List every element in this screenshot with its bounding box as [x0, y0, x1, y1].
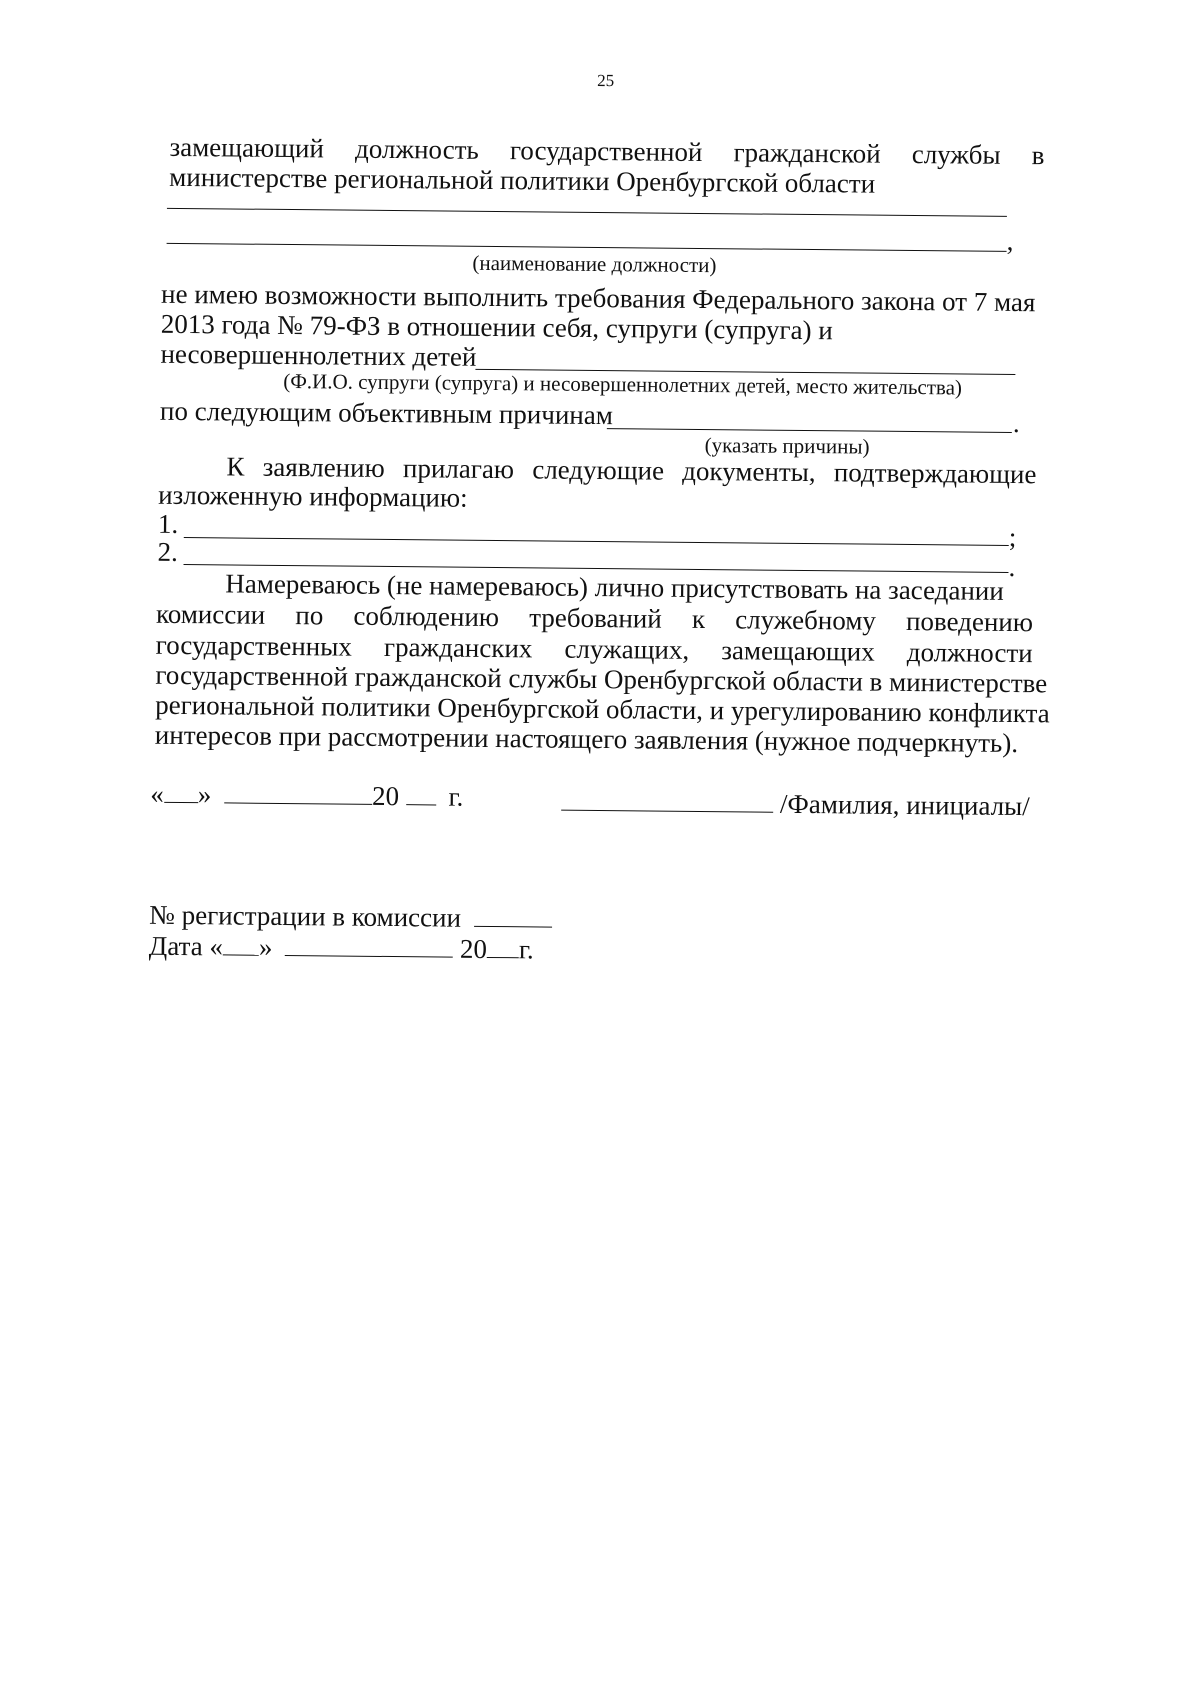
statement-line-1: не имею возможности выполнить требования Федерального закона от 7 мая — [160, 278, 1036, 318]
intro-word: должность — [354, 133, 479, 165]
attachments-word: К — [226, 451, 245, 482]
attendance-word: гражданских — [383, 631, 533, 664]
statement-line-3: несовершеннолетних детей — [160, 338, 477, 372]
month-blank — [224, 778, 372, 804]
year-suffix: г. — [448, 781, 464, 812]
attachment-item-1-end: ; — [1008, 521, 1017, 553]
attendance-line-4: государственной гражданской службы Оренбургской области в министерстве — [155, 659, 1048, 699]
attendance-word: по — [295, 600, 324, 631]
intro-word: государственной — [509, 135, 703, 167]
attendance-word: соблюдению — [353, 600, 500, 633]
name-label: /Фамилия, инициалы/ — [779, 788, 1030, 822]
attendance-word: замещающих — [721, 635, 875, 667]
registration-year-prefix: 20 — [459, 933, 488, 964]
attendance-word: комиссии — [155, 598, 266, 630]
date-close-quote: » — [197, 779, 212, 810]
signature-blank — [561, 786, 773, 813]
registration-year-suffix: г. — [518, 934, 534, 965]
registration-number-blank — [474, 902, 552, 928]
attendance-word: должности — [906, 636, 1033, 669]
registration-year-blank — [487, 933, 519, 958]
registration-date-close: » — [258, 931, 273, 962]
statement-line-2: 2013 года № 79-ФЗ в отношении себя, супруги (супруга) и — [160, 308, 833, 346]
attachments-word: следующие — [532, 454, 665, 486]
attachment-item-1-number: 1. — [157, 508, 179, 539]
attachments-word: заявлению — [262, 451, 385, 483]
registration-date-label: Дата « — [148, 930, 224, 962]
page-number: 25 — [597, 70, 615, 91]
attachment-item-2-number: 2. — [157, 536, 179, 567]
position-caption: (наименование должности) — [472, 250, 717, 278]
registration-number — [149, 899, 552, 934]
registration-day-blank — [223, 930, 259, 955]
attachments-word: подтверждающие — [833, 457, 1037, 490]
attendance-word: служебному — [735, 604, 877, 636]
attendance-word: поведению — [905, 605, 1034, 638]
year-prefix: 20 — [371, 780, 400, 812]
attachments-word: прилагаю — [402, 453, 515, 485]
family-caption: (Ф.И.О. супруги (супруга) и несовершеннолетних детей, место жительства) — [283, 368, 963, 400]
intro-line-2: министерстве региональной политики Оренбургской области — [169, 161, 876, 199]
reasons-blank-line — [607, 428, 1012, 433]
attendance-word: к — [691, 603, 706, 635]
registration-month-blank — [285, 931, 453, 958]
intro-word: замещающий — [169, 131, 325, 164]
year-blank — [406, 780, 436, 805]
registration-date — [149, 930, 534, 965]
reasons-end-period: . — [1012, 407, 1020, 439]
intro-word: гражданской — [733, 137, 881, 169]
date-open-quote: « — [150, 778, 164, 809]
signature-date — [150, 778, 463, 812]
position-blank-line-2 — [167, 243, 1007, 252]
attendance-line-6: интересов при рассмотрении настоящего заявления (нужное подчеркнуть). — [154, 719, 1019, 759]
attendance-line-1: Намереваюсь (не намереваюсь) лично присутствовать на заседании — [225, 568, 1004, 606]
attendance-word: государственных — [155, 629, 353, 662]
attachments-word: документы, — [682, 455, 816, 488]
intro-word: в — [1031, 140, 1045, 171]
position-blank-line-1 — [167, 208, 1007, 217]
registration-number-label: № регистрации в комиссии — [149, 899, 462, 933]
attachments-line-2: изложенную информацию: — [158, 479, 468, 513]
signature-name — [561, 786, 1030, 821]
attendance-line-5: региональной политики Оренбургской области, и урегулированию конфликта — [155, 689, 1050, 729]
day-blank — [164, 778, 198, 803]
attachment-item-2-end: . — [1008, 551, 1016, 583]
position-line-comma: , — [1006, 225, 1014, 256]
reasons-label: по следующим объективным причинам — [159, 395, 614, 431]
attachment-item-1-blank — [184, 537, 1009, 546]
intro-word: службы — [911, 138, 1001, 170]
attendance-word: требований — [529, 602, 662, 634]
attendance-word: служащих, — [564, 633, 690, 665]
reasons-caption: (указать причины) — [704, 433, 870, 459]
